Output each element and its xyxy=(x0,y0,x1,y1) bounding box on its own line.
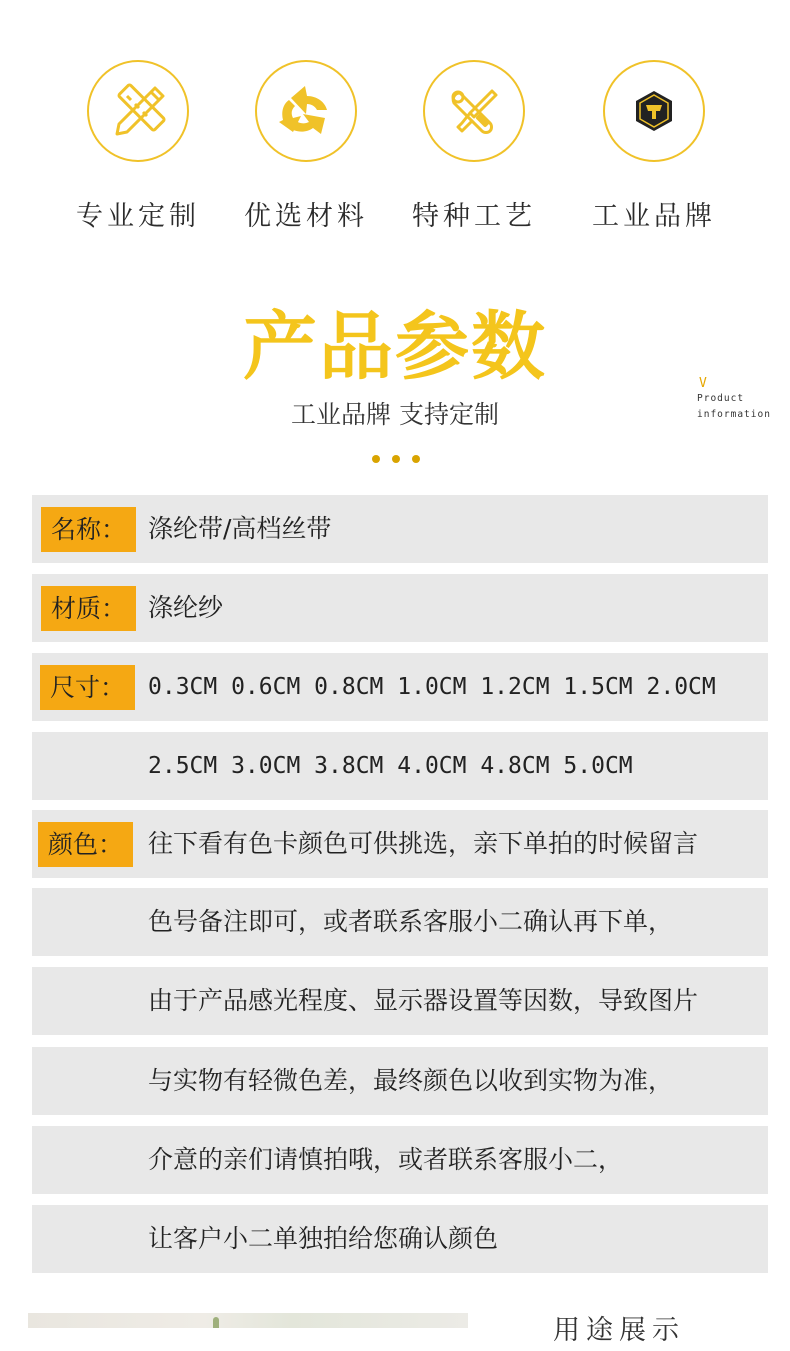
param-tag: 颜色： xyxy=(38,822,133,867)
feature-craft xyxy=(394,60,554,233)
feature-brand xyxy=(574,60,734,233)
param-tag: 尺寸： xyxy=(40,665,135,710)
param-value: 涤纶带/高档丝带 xyxy=(148,514,332,543)
side-note-line: information xyxy=(697,409,771,420)
side-note-line: Product xyxy=(697,393,745,404)
param-value: 涤纶纱 xyxy=(148,593,224,622)
param-row-name xyxy=(32,495,768,563)
feature-circle xyxy=(255,60,357,162)
dot xyxy=(412,455,420,463)
param-row-color-cont xyxy=(32,1126,768,1194)
feature-label: 工业品牌 xyxy=(592,201,716,232)
usage-title: 用途展示 xyxy=(553,1315,685,1346)
param-row-color-cont xyxy=(32,888,768,956)
dot xyxy=(392,455,400,463)
param-row-color-cont xyxy=(32,967,768,1035)
decorative-dots xyxy=(372,455,422,465)
param-tag: 名称： xyxy=(41,507,136,552)
param-value: 由于产品感光程度、显示器设置等因数，导致图片 xyxy=(148,986,699,1015)
feature-circle xyxy=(423,60,525,162)
param-row-color-cont xyxy=(32,1205,768,1273)
param-value: 2.5CM 3.0CM 3.8CM 4.0CM 4.8CM 5.0CM xyxy=(148,753,633,779)
param-row-color xyxy=(32,810,768,878)
wrench-screwdriver-icon xyxy=(444,81,504,141)
shield-badge-icon xyxy=(632,89,676,133)
side-note xyxy=(697,372,787,423)
feature-label: 专业定制 xyxy=(76,201,200,232)
param-row-color-cont xyxy=(32,1047,768,1115)
param-row-size xyxy=(32,653,768,721)
usage-photo xyxy=(28,1313,468,1328)
recycle-arrows-icon xyxy=(271,76,341,146)
param-tag: 材质： xyxy=(41,586,136,631)
ruler-pencil-icon xyxy=(105,78,171,144)
chevron-down-icon: V xyxy=(699,376,707,391)
section-title: 产品参数 xyxy=(243,304,547,390)
param-row-size-cont xyxy=(32,732,768,800)
dot xyxy=(372,455,380,463)
feature-circle xyxy=(603,60,705,162)
features-row xyxy=(0,60,790,240)
feature-circle xyxy=(87,60,189,162)
feature-custom xyxy=(58,60,218,233)
param-value: 色号备注即可，或者联系客服小二确认再下单， xyxy=(148,907,674,936)
param-row-material xyxy=(32,574,768,642)
param-value: 让客户小二单独拍给您确认颜色 xyxy=(148,1224,499,1253)
param-value: 介意的亲们请慎拍哦，或者联系客服小二， xyxy=(148,1145,624,1174)
param-value: 与实物有轻微色差，最终颜色以收到实物为准， xyxy=(148,1066,674,1095)
feature-material xyxy=(226,60,386,233)
param-value: 往下看有色卡颜色可供挑选，亲下单拍的时候留言 xyxy=(148,829,699,858)
section-subtitle: 工业品牌 支持定制 xyxy=(291,400,499,429)
param-value: 0.3CM 0.6CM 0.8CM 1.0CM 1.2CM 1.5CM 2.0CM xyxy=(148,674,716,700)
feature-label: 特种工艺 xyxy=(412,201,536,232)
feature-label: 优选材料 xyxy=(244,201,368,232)
leaf-decoration xyxy=(213,1317,219,1328)
